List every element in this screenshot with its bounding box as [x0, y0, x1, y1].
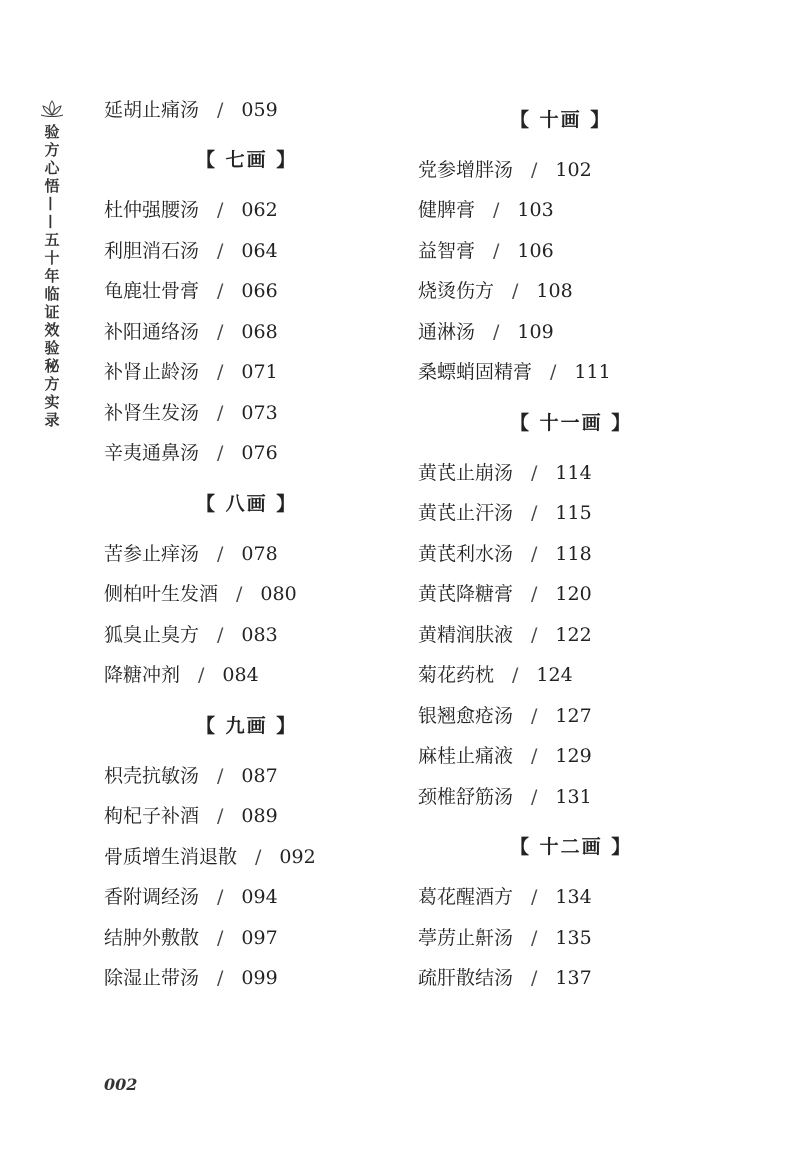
entry-title: 补肾生发汤: [104, 402, 200, 424]
entry-page-number: 099: [241, 967, 278, 989]
entry-page-number: 071: [241, 361, 278, 383]
entry-page-number: 062: [241, 199, 278, 221]
entry-page-number: 122: [555, 624, 592, 646]
entry-title: 菊花药枕: [418, 664, 495, 686]
entry-page-number: 124: [536, 664, 573, 686]
toc-entry: [104, 845, 316, 869]
entry-separator: /: [198, 664, 205, 686]
entry-page-number: 114: [555, 462, 592, 484]
toc-entry: [104, 401, 278, 425]
entry-title: 结肿外敷散: [104, 927, 200, 949]
toc-entry: [418, 966, 592, 990]
entry-title: 辛夷通鼻汤: [104, 442, 200, 464]
section-heading: 【 十画 】: [510, 109, 612, 131]
entry-page-number: 066: [241, 280, 278, 302]
entry-title: 骨质增生消退散: [104, 846, 238, 868]
entry-page-number: 109: [517, 321, 554, 343]
entry-page-number: 097: [241, 927, 278, 949]
entry-page-number: 087: [241, 765, 278, 787]
toc-entry: [104, 239, 278, 263]
toc-entry: [418, 360, 611, 384]
toc-entry: [418, 785, 592, 809]
entry-separator: /: [217, 442, 224, 464]
entry-title: 黄芪止汗汤: [418, 502, 514, 524]
entry-page-number: 108: [536, 280, 573, 302]
entry-page-number: 064: [241, 240, 278, 262]
entry-page-number: 080: [260, 583, 297, 605]
entry-separator: /: [217, 240, 224, 262]
entry-title: 桑螵蛸固精膏: [418, 361, 533, 383]
entry-separator: /: [531, 624, 538, 646]
toc-entry: [418, 663, 573, 687]
entry-page-number: 059: [241, 99, 278, 121]
entry-page-number: 083: [241, 624, 278, 646]
book-title: 验方心悟——五十年临证效验秘方实录: [42, 124, 61, 430]
toc-entry: [104, 441, 278, 465]
entry-page-number: 078: [241, 543, 278, 565]
entry-separator: /: [217, 199, 224, 221]
entry-page-number: 103: [517, 199, 554, 221]
entry-separator: /: [531, 159, 538, 181]
toc-entry: [104, 98, 278, 122]
entry-title: 通淋汤: [418, 321, 476, 343]
toc-entry: [104, 885, 278, 909]
entry-separator: /: [217, 402, 224, 424]
entry-separator: /: [217, 280, 224, 302]
entry-title: 龟鹿壮骨膏: [104, 280, 200, 302]
entry-title: 葛花醒酒方: [418, 886, 514, 908]
entry-separator: /: [493, 321, 500, 343]
entry-page-number: 127: [555, 705, 592, 727]
entry-separator: /: [217, 967, 224, 989]
entry-separator: /: [236, 583, 243, 605]
entry-title: 益智膏: [418, 240, 476, 262]
entry-separator: /: [531, 927, 538, 949]
toc-entry: [104, 804, 278, 828]
toc-entry: [418, 885, 592, 909]
entry-title: 枸杞子补酒: [104, 805, 200, 827]
entry-separator: /: [493, 240, 500, 262]
toc-entry: [104, 663, 259, 687]
entry-page-number: 131: [555, 786, 592, 808]
side-running-title: [38, 100, 66, 430]
entry-separator: /: [531, 786, 538, 808]
entry-separator: /: [531, 745, 538, 767]
entry-title: 降糖冲剂: [104, 664, 181, 686]
entry-separator: /: [550, 361, 557, 383]
toc-entry: [104, 360, 278, 384]
section-heading: 【 十一画 】: [510, 412, 633, 434]
toc-entry: [418, 158, 592, 182]
toc-entry: [418, 279, 573, 303]
entry-title: 烧烫伤方: [418, 280, 495, 302]
entry-separator: /: [531, 462, 538, 484]
entry-title: 黄芪利水汤: [418, 543, 514, 565]
entry-title: 延胡止痛汤: [104, 99, 200, 121]
entry-title: 补肾止龄汤: [104, 361, 200, 383]
entry-separator: /: [531, 583, 538, 605]
entry-separator: /: [255, 846, 262, 868]
entry-separator: /: [531, 705, 538, 727]
entry-page-number: 106: [517, 240, 554, 262]
entry-separator: /: [531, 967, 538, 989]
entry-separator: /: [217, 321, 224, 343]
entry-page-number: 084: [222, 664, 259, 686]
entry-separator: /: [217, 624, 224, 646]
entry-title: 黄精润肤液: [418, 624, 514, 646]
lotus-icon: [38, 100, 66, 118]
page-number: 002: [104, 1075, 138, 1094]
entry-page-number: 115: [555, 502, 592, 524]
entry-title: 杜仲强腰汤: [104, 199, 200, 221]
entry-page-number: 111: [574, 361, 611, 383]
entry-separator: /: [217, 765, 224, 787]
entry-page-number: 076: [241, 442, 278, 464]
entry-title: 健脾膏: [418, 199, 476, 221]
entry-separator: /: [217, 886, 224, 908]
toc-entry: [104, 198, 278, 222]
toc-entry: [104, 926, 278, 950]
toc-entry: [418, 704, 592, 728]
entry-page-number: 092: [279, 846, 316, 868]
toc-entry: [418, 582, 592, 606]
toc-entry: [418, 461, 592, 485]
entry-separator: /: [512, 280, 519, 302]
entry-title: 香附调经汤: [104, 886, 200, 908]
entry-page-number: 135: [555, 927, 592, 949]
entry-title: 麻桂止痛液: [418, 745, 514, 767]
toc-entry: [418, 320, 554, 344]
entry-page-number: 094: [241, 886, 278, 908]
entry-separator: /: [531, 543, 538, 565]
toc-entry: [418, 239, 554, 263]
entry-title: 黄芪降糖膏: [418, 583, 514, 605]
toc-entry: [418, 744, 592, 768]
toc-entry: [418, 501, 592, 525]
entry-title: 狐臭止臭方: [104, 624, 200, 646]
toc-entry: [104, 320, 278, 344]
entry-separator: /: [217, 927, 224, 949]
entry-title: 葶苈止鼾汤: [418, 927, 514, 949]
entry-separator: /: [531, 886, 538, 908]
entry-page-number: 089: [241, 805, 278, 827]
entry-page-number: 137: [555, 967, 592, 989]
toc-entry: [418, 926, 592, 950]
entry-page-number: 073: [241, 402, 278, 424]
entry-title: 党参增胖汤: [418, 159, 514, 181]
entry-page-number: 134: [555, 886, 592, 908]
toc-entry: [104, 623, 278, 647]
entry-separator: /: [531, 502, 538, 524]
entry-title: 疏肝散结汤: [418, 967, 514, 989]
entry-separator: /: [217, 361, 224, 383]
entry-title: 侧柏叶生发酒: [104, 583, 219, 605]
toc-entry: [104, 542, 278, 566]
section-heading: 【 九画 】: [196, 715, 298, 737]
toc-entry: [418, 623, 592, 647]
section-heading: 【 十二画 】: [510, 836, 633, 858]
entry-page-number: 102: [555, 159, 592, 181]
toc-entry: [104, 279, 278, 303]
toc-entry: [104, 582, 297, 606]
entry-page-number: 118: [555, 543, 592, 565]
section-heading: 【 八画 】: [196, 493, 298, 515]
toc-entry: [418, 542, 592, 566]
entry-title: 银翘愈疮汤: [418, 705, 514, 727]
entry-title: 枳壳抗敏汤: [104, 765, 200, 787]
entry-page-number: 068: [241, 321, 278, 343]
toc-entry: [104, 966, 278, 990]
entry-separator: /: [217, 543, 224, 565]
entry-separator: /: [512, 664, 519, 686]
toc-entry: [418, 198, 554, 222]
section-heading: 【 七画 】: [196, 149, 298, 171]
toc-entry: [104, 764, 278, 788]
entry-page-number: 120: [555, 583, 592, 605]
entry-title: 补阳通络汤: [104, 321, 200, 343]
entry-separator: /: [217, 805, 224, 827]
entry-separator: /: [493, 199, 500, 221]
entry-title: 利胆消石汤: [104, 240, 200, 262]
entry-title: 苦参止痒汤: [104, 543, 200, 565]
entry-title: 黄芪止崩汤: [418, 462, 514, 484]
entry-title: 颈椎舒筋汤: [418, 786, 514, 808]
entry-separator: /: [217, 99, 224, 121]
entry-title: 除湿止带汤: [104, 967, 200, 989]
entry-page-number: 129: [555, 745, 592, 767]
